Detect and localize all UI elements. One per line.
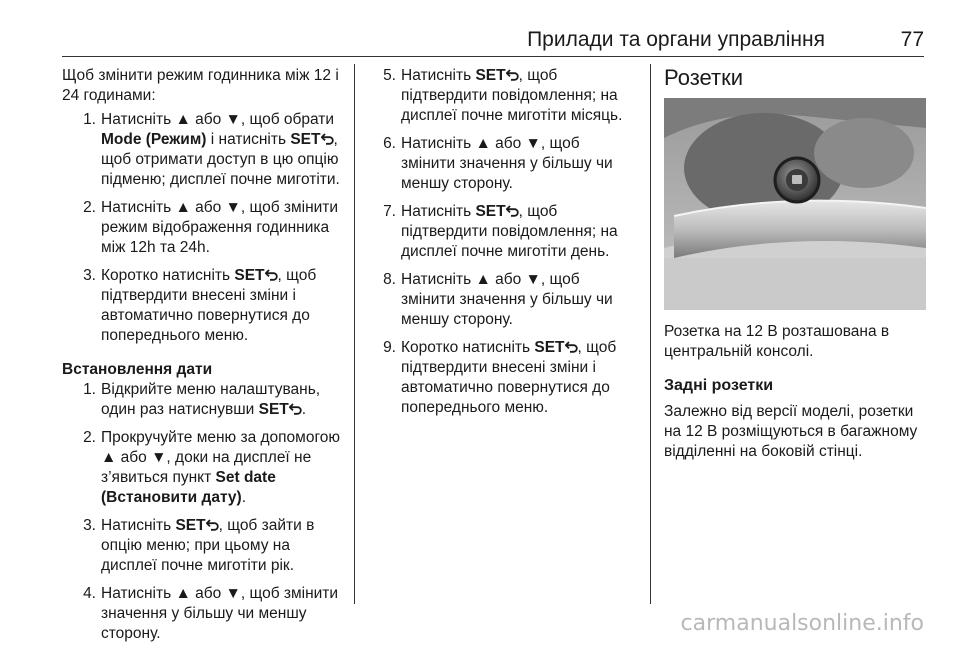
list-item: 3. Коротко натисніть SET , щоб підтвердити внесені зміни і автоматично повернутися до попереднього меню. [83, 267, 317, 344]
set-key-label: SET [234, 267, 265, 284]
set-key-label: SET [475, 67, 506, 84]
photo-caption: Розетка на 12 В розташована в центральній консолі. [664, 323, 890, 360]
menu-option-mode: Mode (Режим) [101, 131, 207, 148]
rear-sockets-heading: Задні розетки [664, 377, 774, 394]
list-item: 1. Відкрийте меню налаштувань, один раз натиснувши SET . [83, 381, 321, 418]
header-divider [62, 56, 924, 57]
return-arrow-icon [506, 205, 519, 217]
return-arrow-icon [289, 403, 302, 415]
set-key-label: SET [475, 203, 506, 220]
column-divider-1 [354, 64, 355, 604]
list-item: 2. Натисніть ▲ або ▼, щоб змінити режим відображення годинника між 12h та 24h. [83, 199, 339, 256]
list-item: 7. Натисніть SET , щоб підтвердити повідомлення; на дисплеї почне миготіти день. [383, 203, 618, 260]
column-divider-2 [650, 64, 651, 604]
clock-intro: Щоб змінити режим годинника між 12 і 24 годинами: [62, 67, 339, 104]
date-heading: Встановлення дати [62, 361, 213, 378]
list-item: 8. Натисніть ▲ або ▼, щоб змінити значення у більшу чи меншу сторону. [383, 271, 613, 328]
column-2 [374, 66, 636, 426]
set-key-label: SET [258, 401, 289, 418]
set-key-label: SET [175, 517, 206, 534]
return-arrow-icon [565, 341, 578, 353]
list-item: 5. Натисніть SET , щоб підтвердити повідомлення; на дисплеї почне миготіти місяць. [383, 67, 623, 124]
list-item: 2. Прокручуйте меню за допомогою ▲ або ▼, доки на дисплеї не з’явиться пункт Set date (Встановити дату). [83, 429, 341, 506]
list-item: 1. Натисніть ▲ або ▼, щоб обрати Mode (Режим) і натисніть SET , щоб отримати доступ в цю опцію підменю; дисплеї почне миготіти. [83, 111, 340, 188]
set-key-label: SET [290, 131, 321, 148]
column-3 [664, 66, 928, 462]
return-arrow-icon [506, 69, 519, 81]
section-title-sockets: Розетки [664, 65, 744, 90]
column-1 [62, 66, 348, 652]
page-title: Прилади та органи управління [527, 28, 825, 51]
console-photo-illustration [664, 98, 926, 310]
set-key-label: SET [534, 339, 565, 356]
rear-sockets-text: Залежно від версії моделі, розетки на 12 В розміщуються в багажному відділенні на боковій стінці. [664, 403, 918, 460]
watermark: carmanualsonline.info [680, 611, 924, 636]
list-item: 3. Натисніть SET , щоб зайти в опцію меню; при цьому на дисплеї почне миготіти рік. [83, 517, 315, 574]
return-arrow-icon [321, 133, 334, 145]
list-item: 4. Натисніть ▲ або ▼, щоб змінити значення у більшу чи меншу сторону. [83, 585, 339, 642]
return-arrow-icon [206, 519, 219, 531]
return-arrow-icon [265, 269, 278, 281]
power-socket-photo [664, 98, 926, 310]
list-item: 6. Натисніть ▲ або ▼, щоб змінити значення у більшу чи меншу сторону. [383, 135, 613, 192]
page-number: 77 [900, 28, 924, 51]
menu-option-set-date: Set date (Встановити дату) [101, 469, 276, 506]
list-item: 9. Коротко натисніть SET , щоб підтвердити внесені зміни і автоматично повернутися до попереднього меню. [383, 339, 617, 416]
